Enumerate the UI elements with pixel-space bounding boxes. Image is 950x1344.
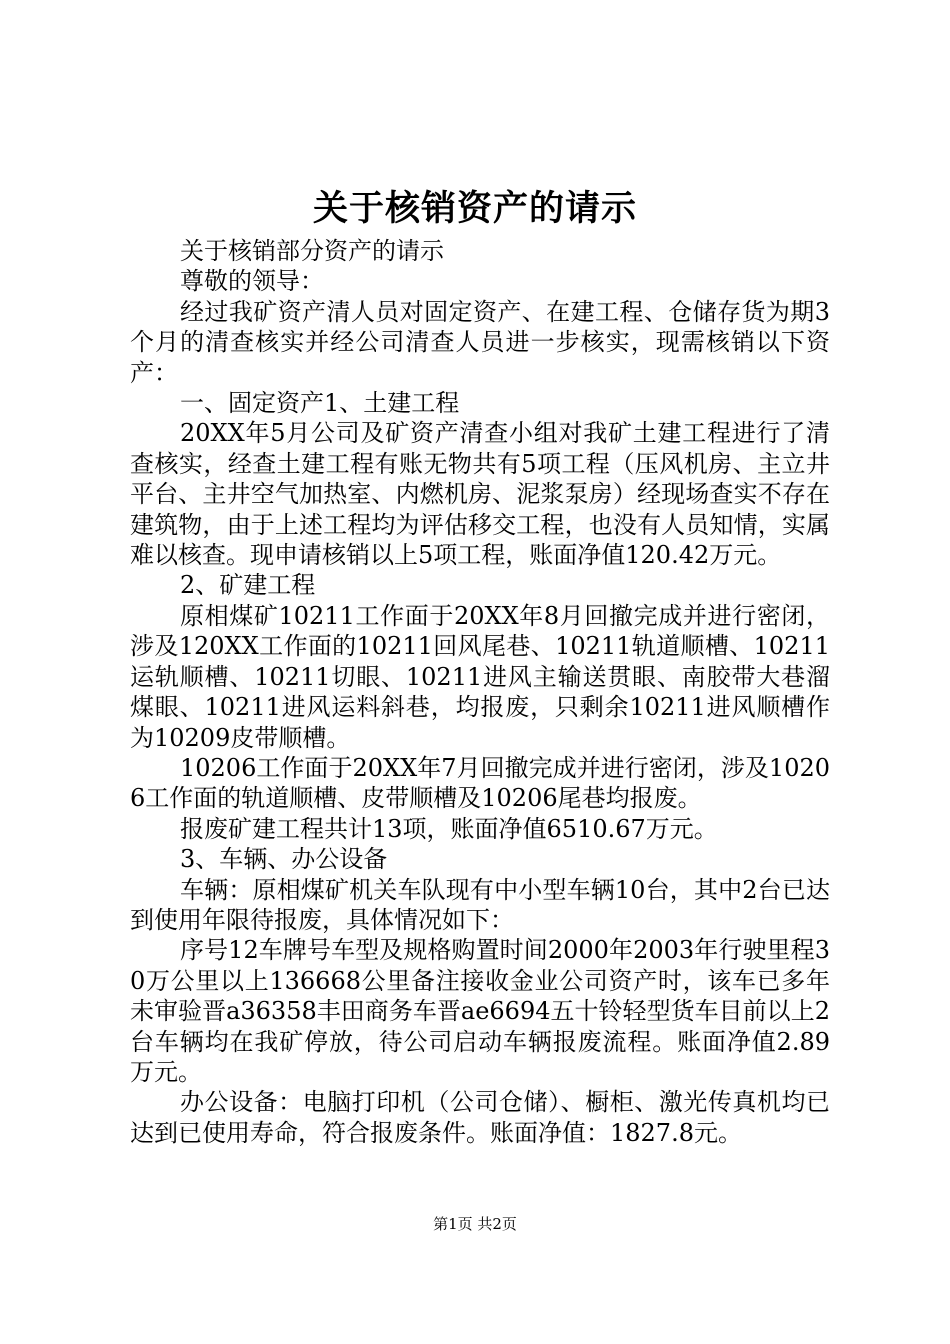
paragraph-vehicles: 车辆：原相煤矿机关车队现有中小型车辆10台，其中2台已达到使用年限待报废，具体情况如下： (130, 875, 830, 934)
section-heading-mine-construction: 2、矿建工程 (180, 571, 316, 600)
paragraph-office-equipment: 办公设备：电脑打印机（公司仓储）、橱柜、激光传真机均已达到已使用寿命，符合报废条件。账面净值：1827.8元。 (130, 1088, 830, 1147)
page-footer: 第1页 共2页 (433, 1215, 517, 1233)
subject-line: 关于核销部分资产的请示 (180, 237, 444, 265)
document-title: 关于核销资产的请示 (312, 188, 637, 229)
paragraph-vehicle-details: 序号12车牌号车型及规格购置时间2000年2003年行驶里程30万公里以上136668公里备注接收金业公司资产时，该车已多年未审验晋a36358丰田商务车晋ae6694五十铃轻型货车目前以上2台车辆均在我矿停放，待公司启动车辆报废流程。账面净值2.89万元。 (130, 936, 830, 1086)
document-body (130, 236, 830, 1148)
salutation: 尊敬的领导： (180, 267, 324, 296)
paragraph-civil-works: 20XX年5月公司及矿资产清查小组对我矿土建工程进行了清查核实，经查土建工程有账无物共有5项工程（压风机房、主立井平台、主井空气加热室、内燃机房、泥浆泵房）经现场查实不存在建筑物，由于上述工程均为评估移交工程，也没有人员知情，实属难以核查。现申请核销以上5项工程，账面净值120.42万元。 (130, 419, 830, 570)
paragraph-mine-construction-total: 报废矿建工程共计13项，账面净值6510.67万元。 (180, 814, 718, 843)
paragraph-workface-10211: 原相煤矿10211工作面于20XX年8月回撤完成并进行密闭，涉及120XX工作面的10211回风尾巷、10211轨道顺槽、10211运轨顺槽、10211切眼、10211进风主输送贯眼、南胶带大巷溜煤眼、10211进风运料斜巷，均报废，只剩余10211进风顺槽作为10209皮带顺槽。 (130, 601, 830, 752)
paragraph-workface-10206: 10206工作面于20XX年7月回撤完成并进行密闭，涉及10206工作面的轨道顺槽、皮带顺槽及10206尾巷均报废。 (130, 753, 830, 813)
intro-paragraph: 经过我矿资产清人员对固定资产、在建工程、仓储存货为期3个月的清查核实并经公司清查人员进一步核实，现需核销以下资产： (130, 297, 830, 387)
section-heading-vehicles-office: 3、车辆、办公设备 (180, 845, 388, 874)
section-heading-fixed-assets: 一、固定资产1、土建工程 (180, 389, 460, 418)
